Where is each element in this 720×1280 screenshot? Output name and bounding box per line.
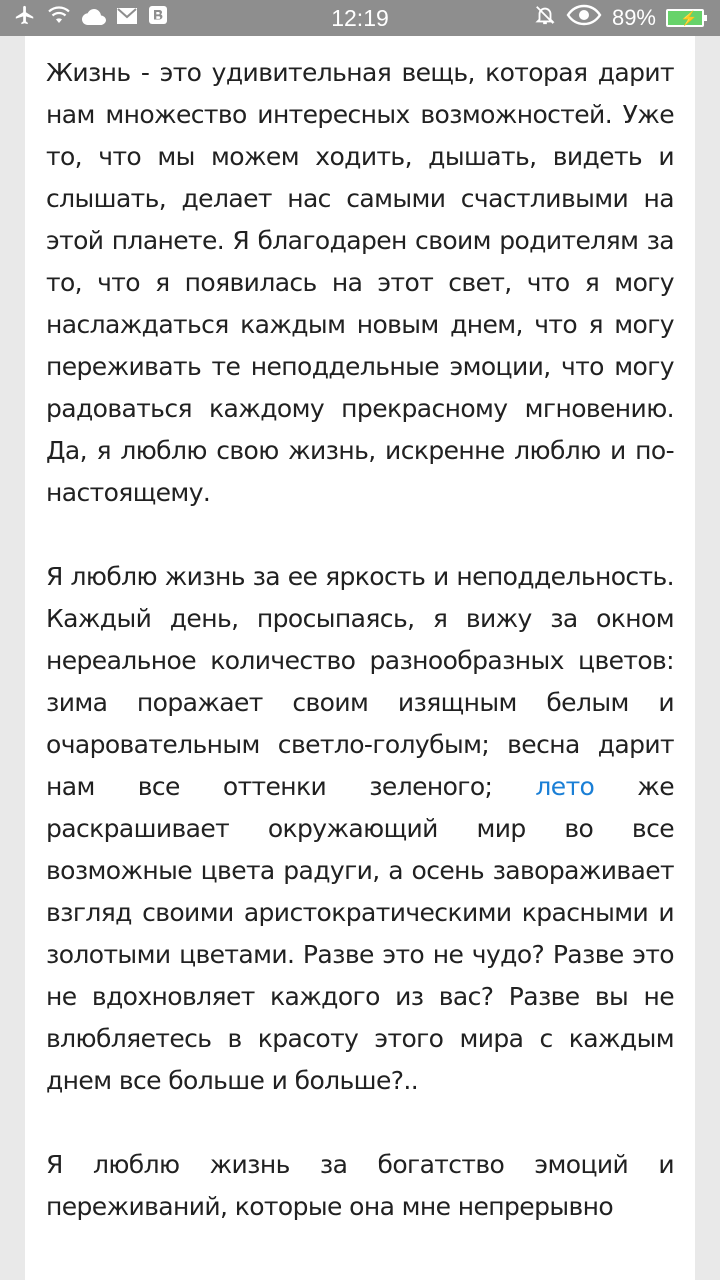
paragraph-3: Я люблю жизнь за богатство эмоций и переживаний, которые она мне непрерывно (46, 1150, 674, 1221)
charging-bolt-icon: ⚡ (680, 10, 698, 26)
battery-percent: 89% (611, 5, 656, 30)
paragraph-2 (46, 556, 674, 1102)
status-right-icons (534, 5, 704, 31)
status-time: 12:19 (331, 5, 389, 31)
paragraph-2-part-1: Я люблю жизнь за ее яркость и неподдельность. Каждый день, просыпаясь, я вижу за окном нереальное количество разнообразных цветов: зима поражает своим изящным белым и очаровательным светло-голубым; весна дарит нам все оттенки зеленого; (46, 562, 674, 801)
paragraph-1: Жизнь - это удивительная вещь, которая дарит нам множество интересных возможностей. Уже то, что мы можем ходить, дышать, видеть и слышать, делает нас самыми счастливыми на этой планете. Я благодарен своим родителям за то, что я появилась на этот свет, что я могу наслаждаться каждым новым днем, что я могу переживать те неподдельные эмоции, что могу радоваться каждому прекрасному мгновению. Да, я люблю свою жизнь, искренне люблю и по-настоящему. (46, 58, 674, 507)
status-bar (0, 0, 720, 36)
mute-bell-icon (534, 4, 556, 32)
eye-icon (566, 4, 602, 32)
paragraph-2-part-2: же раскрашивает окружающий мир во все возможные цвета радуги, а осень завораживает взгляд своими аристократическими красными и золотыми цветами. Разве это не чудо? Разве это не вдохновляет каждого из вас? Разве вы не влюбляетесь в красоту этого мира с каждым днем все больше и больше?.. (46, 772, 674, 1095)
article-text (46, 52, 674, 1270)
article-page[interactable] (25, 36, 695, 1280)
battery-icon (666, 9, 704, 27)
link-leto[interactable]: лето (535, 772, 595, 801)
